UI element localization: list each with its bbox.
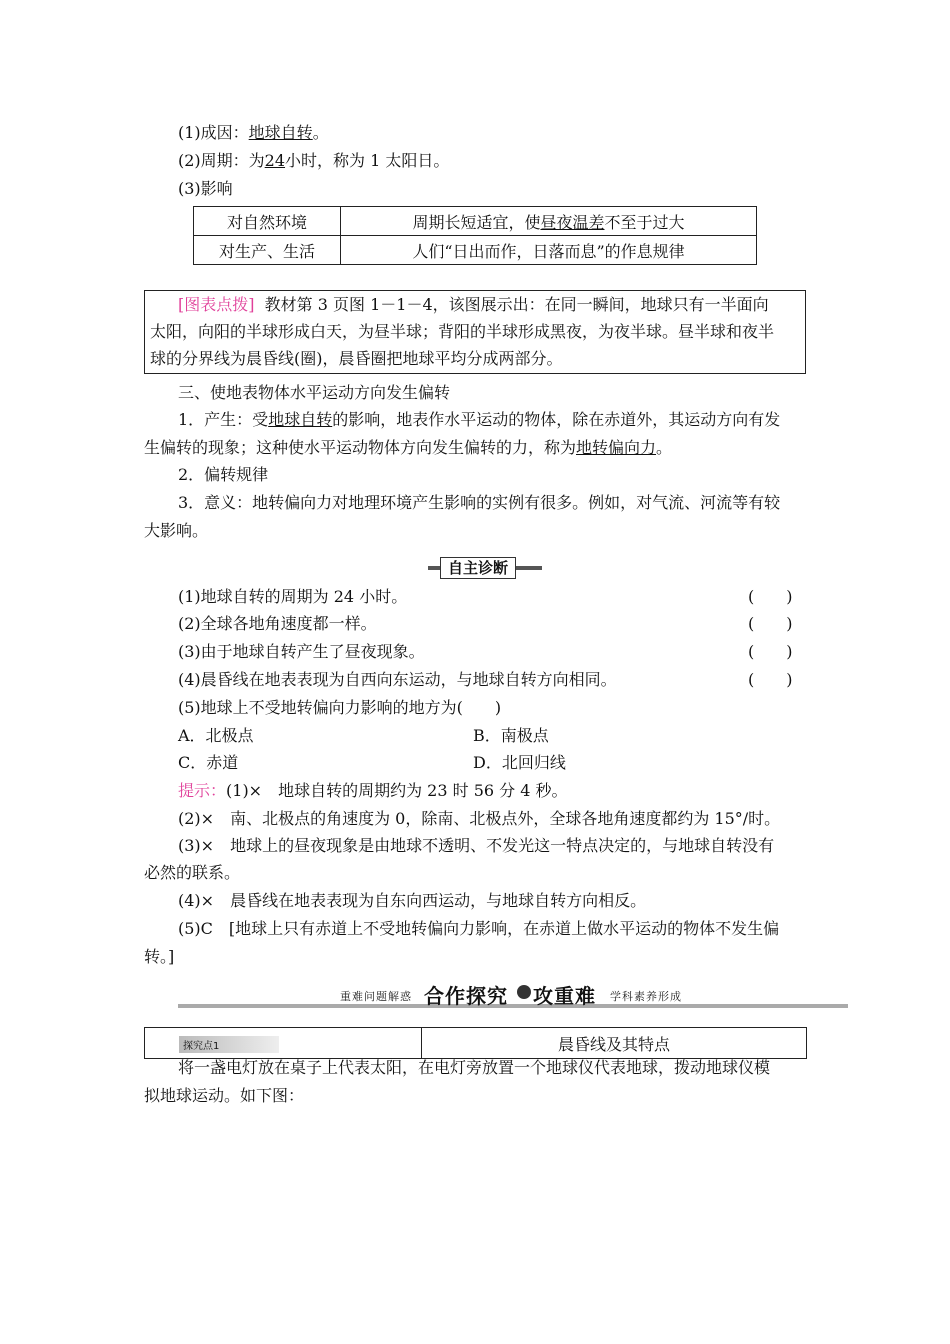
diag-item-5: (5)地球上不受地转偏向力影响的地方为( ) bbox=[178, 698, 502, 717]
answer-2: (2)× 南、北极点的角速度为 0，除南、北极点外，全球各地角速度都约为 15°/时。 bbox=[178, 809, 781, 828]
hint-label: 提示： bbox=[178, 781, 227, 800]
chart-tip-tag: [图表点拨] bbox=[178, 295, 255, 314]
answer-5-line2: 转。] bbox=[144, 947, 175, 966]
section-header-dot-icon bbox=[517, 985, 531, 999]
section3-title: 三、使地表物体水平运动方向发生偏转 bbox=[178, 383, 451, 402]
diag-item-4: (4)晨昏线在地表表现为自西向东运动，与地球自转方向相同。 bbox=[178, 670, 617, 689]
period-answer: 24 bbox=[264, 151, 286, 170]
table-row bbox=[194, 236, 757, 265]
explore-tag-cell bbox=[145, 1028, 422, 1059]
answer-paren: ( ) bbox=[748, 642, 793, 661]
option-d: D．北回归线 bbox=[473, 753, 566, 772]
section3-p3-line1: 3．意义：地转偏向力对地理环境产生影响的实例有很多。例如，对气流、河流等有较 bbox=[178, 493, 781, 512]
diagnosis-banner: 自主诊断 bbox=[440, 557, 516, 579]
table-row bbox=[194, 207, 757, 236]
answer-1: 提示：(1)× 地球自转的周期约为 23 时 56 分 4 秒。 bbox=[178, 781, 568, 800]
row-content: 周期长短适宜，使昼夜温差不至于过大 bbox=[341, 207, 757, 236]
chart-tip-line2: 太阳，向阳的半球形成白天，为昼半球；背阳的半球形成黑夜，为夜半球。昼半球和夜半 bbox=[150, 322, 775, 341]
section3-p3-line2: 大影响。 bbox=[144, 521, 209, 540]
row-label: 对生产、生活 bbox=[194, 236, 341, 265]
section-header-title-2: 攻重难 bbox=[533, 984, 596, 1008]
explore-para-line1: 将一盏电灯放在桌子上代表太阳，在电灯旁放置一个地球仪代表地球，拨动地球仪模 bbox=[178, 1058, 771, 1077]
impact-table bbox=[193, 206, 757, 265]
answer-3-line1: (3)× 地球上的昼夜现象是由地球不透明、不发光这一特点决定的，与地球自转没有 bbox=[178, 836, 775, 855]
option-c: C．赤道 bbox=[178, 753, 239, 772]
section3-p1-line1: 1．产生：受地球自转的影响，地表作水平运动的物体，除在赤道外，其运动方向有发 bbox=[178, 410, 781, 429]
cause-line: (1)成因：地球自转。 bbox=[178, 123, 329, 142]
cause-answer: 地球自转 bbox=[248, 123, 313, 142]
row-label: 对自然环境 bbox=[194, 207, 341, 236]
answer-5-line1: (5)C [地球上只有赤道上不受地转偏向力影响，在赤道上做水平运动的物体不发生偏 bbox=[178, 919, 780, 938]
answer-paren: ( ) bbox=[748, 587, 793, 606]
chart-tip-line3: 球的分界线为晨昏线(圈)，晨昏圈把地球平均分成两部分。 bbox=[150, 349, 563, 368]
chart-tip-line1: [图表点拨] 教材第 3 页图 1－1－4，该图展示出：在同一瞬间，地球只有一半面向 bbox=[178, 295, 769, 314]
section-header-right: 学科素养形成 bbox=[610, 990, 682, 1003]
section3-p1-line2: 生偏转的现象；这种使水平运动物体方向发生偏转的力，称为地转偏向力。 bbox=[144, 438, 673, 457]
explore-title: 晨昏线及其特点 bbox=[422, 1028, 807, 1059]
option-a: A．北极点 bbox=[178, 726, 254, 745]
section-header-left: 重难问题解惑 bbox=[340, 990, 412, 1003]
answer-4: (4)× 晨昏线在地表表现为自东向西运动，与地球自转方向相反。 bbox=[178, 891, 647, 910]
answer-3-line2: 必然的联系。 bbox=[144, 863, 241, 882]
section3-p2: 2．偏转规律 bbox=[178, 465, 269, 484]
diag-item-1: (1)地球自转的周期为 24 小时。 bbox=[178, 587, 408, 606]
explore-para-line2: 拟地球运动。如下图： bbox=[144, 1086, 305, 1105]
banner-line-right bbox=[512, 566, 542, 570]
diag-item-2: (2)全球各地角速度都一样。 bbox=[178, 614, 377, 633]
explore-table bbox=[144, 1027, 807, 1059]
section-header-title-1: 合作探究 bbox=[424, 984, 508, 1008]
explore-tag: 探究点1 bbox=[179, 1036, 279, 1053]
answer-paren: ( ) bbox=[748, 670, 793, 689]
row-content: 人们“日出而作，日落而息”的作息规律 bbox=[341, 236, 757, 265]
period-line: (2)周期：为24小时，称为 1 太阳日。 bbox=[178, 151, 450, 170]
impact-title: (3)影响 bbox=[178, 179, 233, 198]
section-header-rule bbox=[178, 1004, 848, 1008]
answer-paren: ( ) bbox=[748, 614, 793, 633]
option-b: B．南极点 bbox=[473, 726, 549, 745]
table-row bbox=[145, 1028, 807, 1059]
diag-item-3: (3)由于地球自转产生了昼夜现象。 bbox=[178, 642, 425, 661]
